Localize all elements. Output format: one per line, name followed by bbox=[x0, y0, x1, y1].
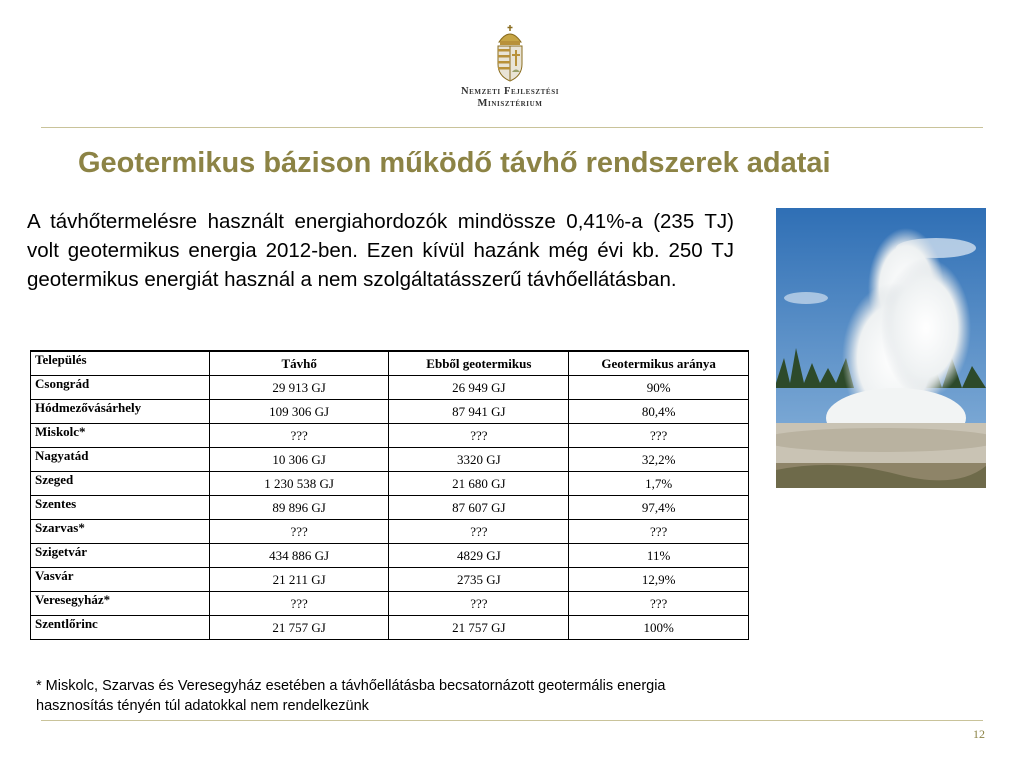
district-heat-cell: 29 913 GJ bbox=[209, 376, 389, 400]
table-row bbox=[31, 592, 749, 616]
ministry-line2: Minisztérium bbox=[477, 98, 543, 109]
table-row bbox=[31, 472, 749, 496]
table-row bbox=[31, 520, 749, 544]
geothermal-cell: 26 949 GJ bbox=[389, 376, 569, 400]
table-row bbox=[31, 424, 749, 448]
ministry-name bbox=[440, 86, 580, 110]
geyser-photo bbox=[776, 208, 986, 488]
table-header-row bbox=[31, 351, 749, 376]
geothermal-cell: 4829 GJ bbox=[389, 544, 569, 568]
geothermal-cell: 2735 GJ bbox=[389, 568, 569, 592]
city-cell: Csongrád bbox=[31, 376, 210, 400]
district-heat-cell: 10 306 GJ bbox=[209, 448, 389, 472]
column-header: Település bbox=[31, 351, 210, 376]
district-heat-cell: 434 886 GJ bbox=[209, 544, 389, 568]
geothermal-share-cell: 32,2% bbox=[569, 448, 749, 472]
district-heat-cell: 21 211 GJ bbox=[209, 568, 389, 592]
geothermal-cell: 3320 GJ bbox=[389, 448, 569, 472]
table-row bbox=[31, 448, 749, 472]
geothermal-cell: ??? bbox=[389, 520, 569, 544]
geothermal-data-table bbox=[30, 350, 749, 640]
geothermal-cell: 87 607 GJ bbox=[389, 496, 569, 520]
table-row bbox=[31, 496, 749, 520]
district-heat-cell: ??? bbox=[209, 520, 389, 544]
table-row bbox=[31, 376, 749, 400]
column-header: Távhő bbox=[209, 351, 389, 376]
geothermal-share-cell: 12,9% bbox=[569, 568, 749, 592]
city-cell: Nagyatád bbox=[31, 448, 210, 472]
table-row bbox=[31, 400, 749, 424]
page-title: Geotermikus bázison működő távhő rendszerek adatai bbox=[78, 147, 831, 179]
district-heat-cell: 1 230 538 GJ bbox=[209, 472, 389, 496]
city-cell: Szentlőrinc bbox=[31, 616, 210, 640]
column-header: Geotermikus aránya bbox=[569, 351, 749, 376]
geothermal-share-cell: 80,4% bbox=[569, 400, 749, 424]
table-row bbox=[31, 544, 749, 568]
district-heat-cell: ??? bbox=[209, 592, 389, 616]
header-divider bbox=[41, 127, 983, 128]
district-heat-cell: 109 306 GJ bbox=[209, 400, 389, 424]
ministry-line1: Nemzeti Fejlesztési bbox=[460, 86, 560, 97]
city-cell: Veresegyház* bbox=[31, 592, 210, 616]
geothermal-share-cell: 90% bbox=[569, 376, 749, 400]
footer-divider bbox=[41, 720, 983, 721]
city-cell: Hódmezővásárhely bbox=[31, 400, 210, 424]
geothermal-cell: 21 680 GJ bbox=[389, 472, 569, 496]
district-heat-cell: 89 896 GJ bbox=[209, 496, 389, 520]
ministry-logo bbox=[440, 24, 580, 120]
geothermal-share-cell: ??? bbox=[569, 424, 749, 448]
city-cell: Miskolc* bbox=[31, 424, 210, 448]
city-cell: Szigetvár bbox=[31, 544, 210, 568]
district-heat-cell: 21 757 GJ bbox=[209, 616, 389, 640]
column-header: Ebből geotermikus bbox=[389, 351, 569, 376]
city-cell: Szeged bbox=[31, 472, 210, 496]
city-cell: Szentes bbox=[31, 496, 210, 520]
geothermal-share-cell: 100% bbox=[569, 616, 749, 640]
table-row bbox=[31, 568, 749, 592]
hungarian-coat-of-arms-icon bbox=[493, 24, 527, 82]
geothermal-cell: 21 757 GJ bbox=[389, 616, 569, 640]
footnote: * Miskolc, Szarvas és Veresegyház esetében a távhőellátásba becsatornázott geotermális energia hasznosítás tényén túl adatokkal nem rendelkezünk bbox=[36, 678, 666, 714]
geothermal-cell: 87 941 GJ bbox=[389, 400, 569, 424]
geothermal-cell: ??? bbox=[389, 592, 569, 616]
intro-paragraph: A távhőtermelésre használt energiahordozók mindössze 0,41%-a (235 TJ) volt geotermikus energia 2012-ben. Ezen kívül hazánk még évi kb. 250 TJ geotermikus energiát használ a nem szolgáltatásszerű távhőellátásban. bbox=[27, 210, 734, 291]
geothermal-share-cell: ??? bbox=[569, 592, 749, 616]
geothermal-share-cell: 11% bbox=[569, 544, 749, 568]
district-heat-cell: ??? bbox=[209, 424, 389, 448]
geothermal-share-cell: ??? bbox=[569, 520, 749, 544]
page-number: 12 bbox=[973, 727, 985, 741]
table-row bbox=[31, 616, 749, 640]
geyser-image bbox=[776, 208, 986, 488]
city-cell: Szarvas* bbox=[31, 520, 210, 544]
geothermal-share-cell: 1,7% bbox=[569, 472, 749, 496]
geothermal-share-cell: 97,4% bbox=[569, 496, 749, 520]
geothermal-cell: ??? bbox=[389, 424, 569, 448]
city-cell: Vasvár bbox=[31, 568, 210, 592]
